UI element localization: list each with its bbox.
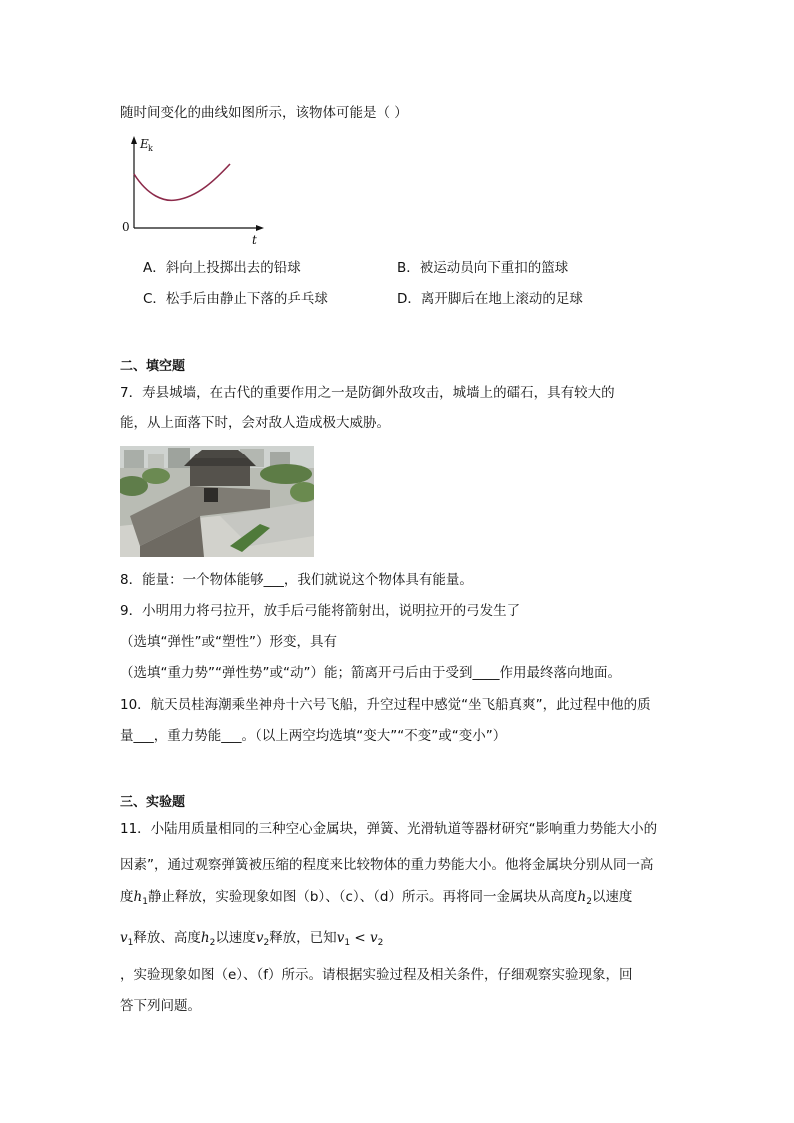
q8-text: 8．能量：一个物体能够___，我们就说这个物体具有能量。 xyxy=(120,572,473,588)
v1b-symbol: v xyxy=(336,930,345,946)
v2-sub: 2 xyxy=(263,938,270,948)
option-c: C．松手后由静止下落的乒乓球 xyxy=(143,291,328,307)
q11-line4 xyxy=(120,929,383,952)
section-title-fill-blank: 二、填空题 xyxy=(120,359,186,374)
ek-time-graph xyxy=(118,134,268,248)
q10-line2: 量___，重力势能___。（以上两空均选填“变大”“不变”或“变小”） xyxy=(120,728,507,744)
q10-line1: 10．航天员桂海潮乘坐神舟十六号飞船，升空过程中感觉“坐飞船真爽”，此过程中他的质 xyxy=(120,697,651,713)
v2b-symbol: v xyxy=(369,930,378,946)
q11-line5: ，实验现象如图（e）、（f）所示。请根据实验过程及相关条件，仔细观察实验现象，回 xyxy=(120,967,633,983)
y-axis-label-sub: k xyxy=(148,144,153,153)
q11-line2: 因素”，通过观察弹簧被压缩的程度来比较物体的重力势能大小。他将金属块分别从同一高 xyxy=(120,857,654,873)
less-than: < xyxy=(350,930,370,946)
q11-text-c: 以速度 xyxy=(591,889,633,905)
q9-line3: （选填“重力势”“弹性势”或“动”）能；箭离开弓后由于受到____作用最终落向地面。 xyxy=(120,665,621,681)
v2-symbol: v xyxy=(255,930,264,946)
h2-symbol: h xyxy=(577,889,587,905)
option-a: A．斜向上投掷出去的铅球 xyxy=(143,260,301,276)
q11-text-f: 释放，已知 xyxy=(269,930,337,946)
h2b-sub: 2 xyxy=(209,938,216,948)
x-axis-label: t xyxy=(252,233,257,247)
origin-label: 0 xyxy=(122,220,130,234)
q11-text-d: 释放、高度 xyxy=(133,930,201,946)
v2b-sub: 2 xyxy=(377,938,384,948)
h2-sub: 2 xyxy=(586,897,592,907)
q7-line1: 7．寿县城墙，在古代的重要作用之一是防御外敌攻击，城墙上的礌石，具有较大的 xyxy=(120,385,615,401)
v1b-sub: 1 xyxy=(344,938,351,948)
q9-line1: 9．小明用力将弓拉开，放手后弓能将箭射出，说明拉开的弓发生了 xyxy=(120,603,521,619)
h2b-symbol: h xyxy=(200,930,210,946)
h1-sub: 1 xyxy=(142,897,148,907)
v1-sub: 1 xyxy=(127,938,134,948)
y-axis-label: E xyxy=(140,137,149,151)
q11-line1: 11．小陆用质量相同的三种空心金属块，弹簧、光滑轨道等器材研究“影响重力势能大小的 xyxy=(120,821,658,837)
option-b: B．被运动员向下重扣的篮球 xyxy=(397,260,569,276)
q6-intro: 随时间变化的曲线如图所示，该物体可能是（ ） xyxy=(120,105,408,121)
h1-symbol: h xyxy=(133,889,143,905)
q7-line2: 能，从上面落下时，会对敌人造成极大威胁。 xyxy=(120,415,390,431)
q9-line2: （选填“弹性”或“塑性”）形变，具有 xyxy=(120,634,337,650)
q11-text-b: 静止释放，实验现象如图（b）、（c）、（d）所示。再将同一金属块从高度 xyxy=(147,889,578,905)
q11-text-e: 以速度 xyxy=(215,930,256,946)
section-title-experiment: 三、实验题 xyxy=(120,795,186,810)
q11-line3 xyxy=(120,888,632,911)
q11-text-a: 度 xyxy=(120,889,134,905)
v1-symbol: v xyxy=(120,930,128,946)
city-wall-photo xyxy=(120,446,314,557)
ek-curve xyxy=(134,164,230,200)
option-d: D．离开脚后在地上滚动的足球 xyxy=(397,291,583,307)
q11-line6: 答下列问题。 xyxy=(120,998,201,1014)
